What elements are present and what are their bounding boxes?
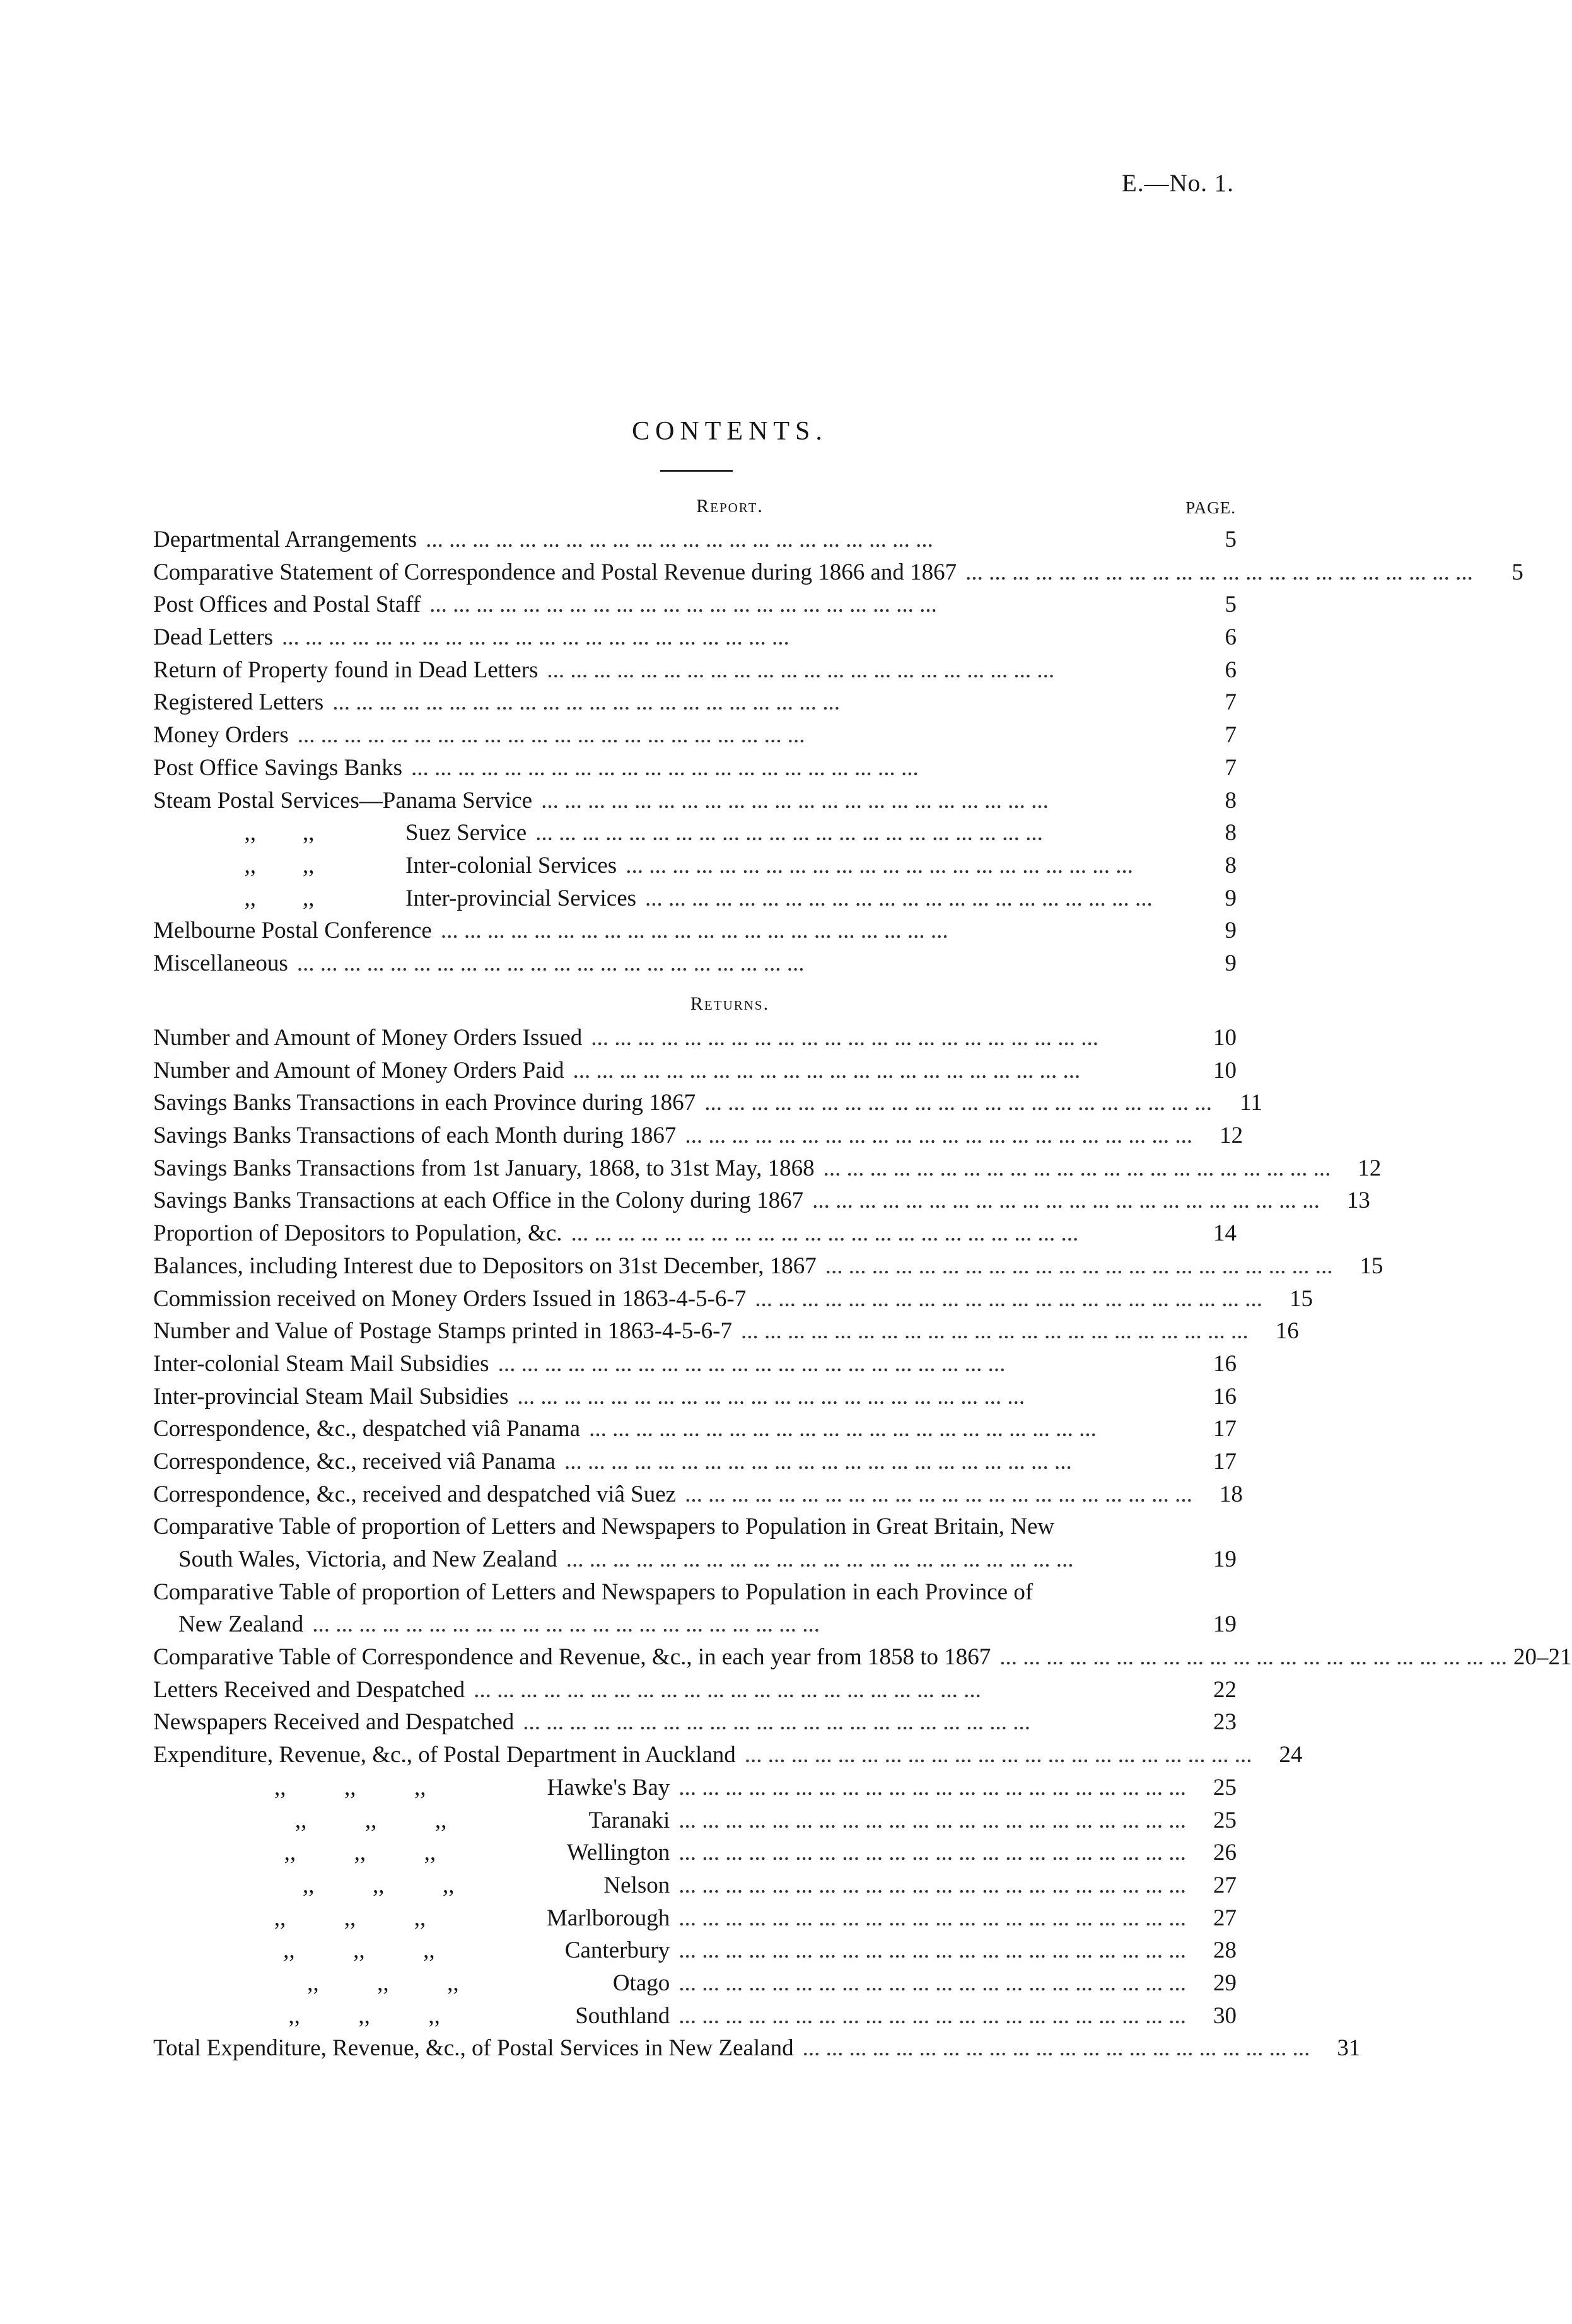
- entry-title: Taranaki: [588, 1807, 670, 1833]
- dot-leader: ... ... ... ... ... ... ... ... ... ... ... ... ... ... ... ... ... ... ... ... ... ...: [474, 1676, 981, 1703]
- dot-leader: ... ... ... ... ... ... ... ... ... ... ... ... ... ... ... ... ... ... ... ... ... ...: [440, 918, 948, 944]
- ditto-marks: ,, ,, ,,: [294, 1807, 447, 1833]
- contents-entry: [153, 1283, 1313, 1316]
- page-number: 7: [1225, 722, 1237, 749]
- contents-entry: [153, 1836, 1237, 1869]
- entry-title: Post Office Savings Banks: [153, 754, 403, 781]
- contents-entry: [153, 1413, 1237, 1445]
- dot-leader: ... ... ... ... ... ... ... ... ... ... ... ... ... ... ... ... ... ... ... ... ... ...: [825, 1253, 1333, 1279]
- entry-title: Savings Banks Transactions from 1st January, 1868, to 31st May, 1868: [153, 1155, 815, 1181]
- entry-title: Comparative Table of Correspondence and Revenue, &c., in each year from 1858 to 1867: [153, 1644, 991, 1671]
- page-number: 11: [1240, 1090, 1262, 1116]
- contents-entry: [153, 1152, 1382, 1185]
- dot-leader: ... ... ... ... ... ... ... ... ... ... ... ... ... ... ... ... ... ... ... ... ... ...: [426, 527, 933, 552]
- dot-leader: ... ... ... ... ... ... ... ... ... ... ... ... ... ... ... ... ... ... ... ... ... ...: [645, 885, 1153, 911]
- contents-entry: [153, 1217, 1237, 1250]
- page-number: 23: [1213, 1709, 1237, 1736]
- ditto-marks: ,, ,, ,,: [302, 1872, 455, 1898]
- page-number: 16: [1213, 1383, 1237, 1410]
- entry-title: Wellington: [566, 1840, 670, 1866]
- dot-leader: ... ... ... ... ... ... ... ... ... ... ... ... ... ... ... ... ... ... ... ... ... ...: [573, 1057, 1081, 1083]
- contents-entry: [153, 785, 1237, 817]
- entry-title: Nelson: [603, 1872, 670, 1898]
- entry-title: Correspondence, &c., received viâ Panama: [153, 1448, 556, 1474]
- page-number: 7: [1225, 754, 1237, 781]
- dot-leader: ... ... ... ... ... ... ... ... ... ... ... ... ... ... ... ... ... ... ... ... ... ...: [812, 1188, 1320, 1214]
- page-number: 8: [1225, 820, 1237, 846]
- page-number: 18: [1219, 1481, 1243, 1507]
- contents-entry: [153, 1250, 1383, 1283]
- contents-entry: [153, 1934, 1237, 1967]
- dot-leader: ... ... ... ... ... ... ... ... ... ... ... ... ... ... ... ... ... ... ... ... ... ...: [678, 2002, 1186, 2029]
- entry-title: Miscellaneous: [153, 950, 288, 976]
- page-number: 25: [1213, 1774, 1237, 1801]
- page-number: 12: [1220, 1123, 1243, 1149]
- dot-leader: ... ... ... ... ... ... ... ... ... ... ... ... ... ... ... ... ... ... ... ... ... ...: [685, 1123, 1193, 1149]
- dot-leader: ... ... ... ... ... ... ... ... ... ... ... ... ... ... ... ... ... ... ... ... ... ...: [429, 592, 937, 618]
- page-number: 20–21: [1513, 1644, 1572, 1671]
- contents-entry: [153, 1543, 1237, 1576]
- page-id: E.—No. 1.: [1122, 170, 1234, 197]
- dot-leader: ... ... ... ... ... ... ... ... ... ... ... ... ... ... ... ... ... ... ... ... ... ...: [332, 689, 840, 716]
- dot-leader: ... ... ... ... ... ... ... ... ... ... ... ... ... ... ... ... ... ... ... ... ... ...: [678, 1970, 1186, 1996]
- entry-title: Registered Letters: [153, 689, 324, 716]
- entry-title: Number and Amount of Money Orders Issued: [153, 1025, 583, 1051]
- entry-title: Otago: [612, 1970, 670, 1996]
- page-number: 28: [1213, 1937, 1237, 1964]
- entry-title: Proportion of Depositors to Population, &c.: [153, 1220, 562, 1247]
- dot-leader: ... ... ... ... ... ... ... ... ... ... ... ... ... ... ... ... ... ... ... ... ... ...: [297, 722, 805, 749]
- contents-entry: [153, 1119, 1243, 1152]
- entry-title: Savings Banks Transactions of each Month during 1867: [153, 1123, 677, 1149]
- page-number: 9: [1225, 885, 1237, 911]
- contents-entry: [153, 1739, 1303, 1772]
- page-number: 10: [1213, 1057, 1237, 1083]
- contents-entry: [153, 1478, 1243, 1511]
- page-number: 15: [1290, 1285, 1313, 1312]
- contents-entry: [153, 1087, 1262, 1119]
- dot-leader: ... ... ... ... ... ... ... ... ... ... ... ... ... ... ... ... ... ... ... ... ... ...: [626, 852, 1133, 879]
- contents-entry: [153, 752, 1237, 785]
- entry-title: Balances, including Interest due to Depositors on 31st December, 1867: [153, 1253, 817, 1279]
- entry-title: Steam Postal Services—Panama Service: [153, 787, 533, 814]
- dot-leader: ... ... ... ... ... ... ... ... ... ... ... ... ... ... ... ... ... ... ... ... ... ...: [678, 1840, 1186, 1866]
- entry-title: Savings Banks Transactions in each Province during 1867: [153, 1090, 696, 1116]
- entry-title: Letters Received and Despatched: [153, 1676, 465, 1703]
- ditto-marks: ,, ,, ,,: [274, 1774, 426, 1801]
- contents-entry: [153, 588, 1237, 621]
- page-number: 17: [1213, 1416, 1237, 1442]
- dot-leader: ... ... ... ... ... ... ... ... ... ... ... ... ... ... ... ... ... ... ... ... ... ...: [678, 1872, 1186, 1898]
- returns-list: [153, 1022, 1572, 2065]
- contents-entry: [153, 914, 1237, 947]
- contents-entry: [153, 1772, 1237, 1804]
- dot-leader: ... ... ... ... ... ... ... ... ... ... ... ... ... ... ... ... ... ... ... ... ... ...: [591, 1025, 1099, 1051]
- contents-entry: [153, 621, 1237, 654]
- page-number: 10: [1213, 1025, 1237, 1051]
- page-number: 9: [1225, 950, 1237, 976]
- dot-leader: ... ... ... ... ... ... ... ... ... ... ... ... ... ... ... ... ... ... ... ... ... ...: [678, 1937, 1186, 1964]
- entry-title: Hawke's Bay: [547, 1774, 670, 1801]
- entry-title: Melbourne Postal Conference: [153, 918, 432, 944]
- dot-leader: ... ... ... ... ... ... ... ... ... ... ... ... ... ... ... ... ... ... ... ... ... ...: [802, 2035, 1310, 2062]
- entry-title: Expenditure, Revenue, &c., of Postal Department in Auckland: [153, 1742, 736, 1768]
- contents-title: CONTENTS.: [632, 417, 828, 446]
- entry-title: Newspapers Received and Despatched: [153, 1709, 515, 1736]
- entry-title: Return of Property found in Dead Letters: [153, 657, 539, 683]
- contents-entry: [153, 1348, 1237, 1381]
- page-number: 5: [1225, 527, 1237, 552]
- entry-title: Southland: [575, 2002, 670, 2029]
- contents-entry: [153, 1184, 1370, 1217]
- contents-entry: [153, 1315, 1299, 1348]
- dot-leader: ... ... ... ... ... ... ... ... ... ... ... ... ... ... ... ... ... ... ... ... ... ...: [296, 950, 805, 976]
- page-number: 14: [1213, 1220, 1237, 1247]
- page-number: 19: [1213, 1546, 1237, 1572]
- dot-leader: ... ... ... ... ... ... ... ... ... ... ... ... ... ... ... ... ... ... ... ... ... ...: [685, 1481, 1192, 1507]
- page-number: 16: [1213, 1350, 1237, 1377]
- dot-leader: ... ... ... ... ... ... ... ... ... ... ... ... ... ... ... ... ... ... ... ... ... ...: [678, 1905, 1186, 1931]
- contents-entry: [153, 1674, 1237, 1707]
- entry-title: Commission received on Money Orders Issued in 1863-4-5-6-7: [153, 1285, 747, 1312]
- entry-title: Suez Service: [405, 820, 527, 846]
- dot-leader: ... ... ... ... ... ... ... ... ... ... ... ... ... ... ... ... ... ... ... ... ... ...: [999, 1644, 1508, 1671]
- dot-leader: ... ... ... ... ... ... ... ... ... ... ... ... ... ... ... ... ... ... ... ... ... ...: [411, 754, 919, 781]
- dot-leader: ... ... ... ... ... ... ... ... ... ... ... ... ... ... ... ... ... ... ... ... ... ...: [755, 1285, 1262, 1312]
- page-number: 7: [1225, 689, 1237, 716]
- entry-title: Comparative Statement of Correspondence and Postal Revenue during 1866 and 1867: [153, 559, 957, 585]
- page-number: 17: [1213, 1448, 1237, 1474]
- dot-leader: ... ... ... ... ... ... ... ... ... ... ... ... ... ... ... ... ... ... ... ... ... ...: [566, 1546, 1074, 1572]
- title-rule: [660, 470, 733, 472]
- dot-leader: ... ... ... ... ... ... ... ... ... ... ... ... ... ... ... ... ... ... ... ... ... ...: [312, 1611, 820, 1638]
- contents-entry: [153, 719, 1237, 752]
- entry-title: Post Offices and Postal Staff: [153, 592, 421, 618]
- ditto-marks: ,, ,,: [244, 885, 315, 911]
- dot-leader: ... ... ... ... ... ... ... ... ... ... ... ... ... ... ... ... ... ... ... ... ... ...: [589, 1416, 1097, 1442]
- entry-title: Comparative Table of proportion of Letters and Newspapers to Population in Great Britain, New: [153, 1514, 1055, 1540]
- page-number: 31: [1337, 2035, 1361, 2062]
- entry-title: New Zealand: [178, 1611, 304, 1638]
- contents-entry: [153, 947, 1237, 980]
- dot-leader: ... ... ... ... ... ... ... ... ... ... ... ... ... ... ... ... ... ... ... ... ... ...: [823, 1155, 1331, 1181]
- dot-leader: ... ... ... ... ... ... ... ... ... ... ... ... ... ... ... ... ... ... ... ... ... ...: [678, 1807, 1186, 1833]
- dot-leader: ... ... ... ... ... ... ... ... ... ... ... ... ... ... ... ... ... ... ... ... ... ...: [571, 1220, 1079, 1247]
- dot-leader: ... ... ... ... ... ... ... ... ... ... ... ... ... ... ... ... ... ... ... ... ... ...: [564, 1448, 1072, 1474]
- page-column-heading: PAGE.: [1185, 498, 1236, 517]
- page-number: 8: [1225, 852, 1237, 879]
- contents-entry: [153, 1054, 1237, 1087]
- page-number: 8: [1225, 787, 1237, 814]
- page-number: 24: [1279, 1742, 1303, 1768]
- ditto-marks: ,, ,, ,,: [283, 1937, 435, 1964]
- contents-entry: [153, 817, 1237, 850]
- entry-title: Departmental Arrangements: [153, 527, 417, 552]
- ditto-marks: ,, ,, ,,: [288, 2002, 440, 2029]
- contents-entry: [153, 523, 1237, 556]
- entry-title: Number and Value of Postage Stamps printed in 1863-4-5-6-7: [153, 1318, 732, 1345]
- entry-title: Marlborough: [547, 1905, 670, 1931]
- contents-entry: [153, 1869, 1237, 1902]
- page-number: 27: [1213, 1905, 1237, 1931]
- ditto-marks: ,, ,, ,,: [284, 1840, 436, 1866]
- page-number: 16: [1275, 1318, 1299, 1345]
- report-list: [153, 523, 1523, 980]
- contents-entry: [153, 2032, 1361, 2065]
- report-heading: Report.: [696, 496, 764, 517]
- contents-entry: [153, 850, 1237, 882]
- contents-entry: [153, 1804, 1237, 1837]
- entry-title: Money Orders: [153, 722, 289, 749]
- contents-entry: [153, 556, 1523, 589]
- ditto-marks: ,, ,, ,,: [274, 1905, 426, 1931]
- page-number: 12: [1358, 1155, 1382, 1181]
- dot-leader: ... ... ... ... ... ... ... ... ... ... ... ... ... ... ... ... ... ... ... ... ... ...: [541, 787, 1049, 814]
- entry-title: Total Expenditure, Revenue, &c., of Postal Services in New Zealand: [153, 2035, 794, 2062]
- dot-leader: ... ... ... ... ... ... ... ... ... ... ... ... ... ... ... ... ... ... ... ... ... ...: [535, 820, 1043, 846]
- contents-entry: [153, 1608, 1237, 1641]
- page-number: 19: [1213, 1611, 1237, 1638]
- entry-title: Correspondence, &c., despatched viâ Panama: [153, 1416, 581, 1442]
- contents-entry: [153, 686, 1237, 719]
- contents-entry: [153, 1022, 1237, 1054]
- dot-leader: ... ... ... ... ... ... ... ... ... ... ... ... ... ... ... ... ... ... ... ... ... ...: [741, 1318, 1249, 1345]
- entry-title: Inter-colonial Steam Mail Subsidies: [153, 1350, 489, 1377]
- page-number: 29: [1213, 1970, 1237, 1996]
- entry-title: Inter-colonial Services: [405, 852, 617, 879]
- entry-title: Savings Banks Transactions at each Office in the Colony during 1867: [153, 1188, 804, 1214]
- dot-leader: ... ... ... ... ... ... ... ... ... ... ... ... ... ... ... ... ... ... ... ... ... ...: [282, 624, 789, 651]
- entry-title: Number and Amount of Money Orders Paid: [153, 1057, 564, 1083]
- entry-title: Dead Letters: [153, 624, 274, 651]
- contents-entry: [153, 1967, 1237, 2000]
- contents-entry: [153, 1902, 1237, 1935]
- contents-entry: [153, 2000, 1237, 2033]
- entry-title: Inter-provincial Services: [405, 885, 637, 911]
- dot-leader: ... ... ... ... ... ... ... ... ... ... ... ... ... ... ... ... ... ... ... ... ... ...: [523, 1709, 1030, 1736]
- entry-title: Inter-provincial Steam Mail Subsidies: [153, 1383, 509, 1410]
- returns-heading: Returns.: [690, 993, 770, 1014]
- page-number: 9: [1225, 918, 1237, 944]
- contents-entry: [153, 1641, 1572, 1674]
- dot-leader: ... ... ... ... ... ... ... ... ... ... ... ... ... ... ... ... ... ... ... ... ... ...: [547, 657, 1055, 683]
- contents-entry: [153, 1445, 1237, 1478]
- page-number: 27: [1213, 1872, 1237, 1898]
- contents-entry: [153, 1381, 1237, 1413]
- entry-title: Canterbury: [564, 1937, 670, 1964]
- page-number: 26: [1213, 1840, 1237, 1866]
- entry-title: Correspondence, &c., received and despatched viâ Suez: [153, 1481, 677, 1507]
- page-number: 25: [1213, 1807, 1237, 1833]
- contents-entry: [153, 1706, 1237, 1739]
- ditto-marks: ,, ,, ,,: [307, 1970, 459, 1996]
- page-number: 6: [1225, 624, 1237, 651]
- dot-leader: ... ... ... ... ... ... ... ... ... ... ... ... ... ... ... ... ... ... ... ... ... ...: [965, 559, 1473, 585]
- ditto-marks: ,, ,,: [244, 852, 315, 879]
- dot-leader: ... ... ... ... ... ... ... ... ... ... ... ... ... ... ... ... ... ... ... ... ... ...: [744, 1742, 1252, 1768]
- contents-entry: [153, 882, 1237, 915]
- page-number: 15: [1359, 1253, 1383, 1279]
- contents-entry: [153, 1510, 1237, 1543]
- dot-leader: ... ... ... ... ... ... ... ... ... ... ... ... ... ... ... ... ... ... ... ... ... ...: [498, 1350, 1006, 1377]
- dot-leader: ... ... ... ... ... ... ... ... ... ... ... ... ... ... ... ... ... ... ... ... ... ...: [704, 1090, 1212, 1116]
- page-number: 5: [1511, 559, 1523, 585]
- contents-entry: [153, 1576, 1237, 1609]
- entry-title: Comparative Table of proportion of Letters and Newspapers to Population in each Province of: [153, 1579, 1033, 1605]
- dot-leader: ... ... ... ... ... ... ... ... ... ... ... ... ... ... ... ... ... ... ... ... ... ...: [517, 1383, 1025, 1410]
- page-number: 30: [1213, 2002, 1237, 2029]
- page-number: 5: [1225, 592, 1237, 618]
- page-number: 6: [1225, 657, 1237, 683]
- ditto-marks: ,, ,,: [244, 820, 315, 846]
- entry-title: South Wales, Victoria, and New Zealand: [178, 1546, 557, 1572]
- page-number: 13: [1346, 1188, 1370, 1214]
- dot-leader: ... ... ... ... ... ... ... ... ... ... ... ... ... ... ... ... ... ... ... ... ... ...: [678, 1774, 1186, 1801]
- page-number: 22: [1213, 1676, 1237, 1703]
- contents-entry: [153, 654, 1237, 687]
